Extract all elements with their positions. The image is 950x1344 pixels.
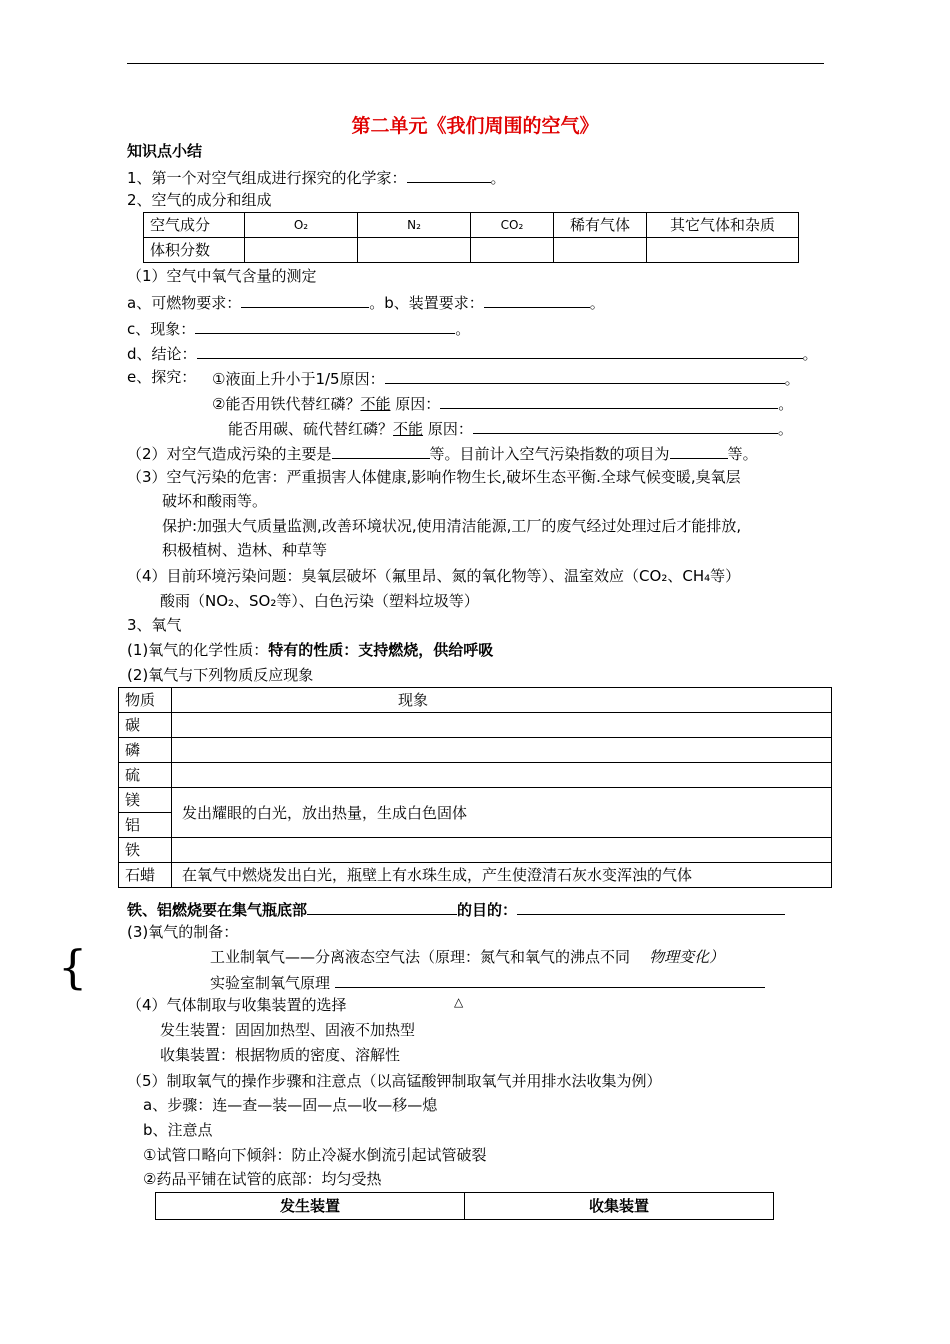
top-rule [127, 63, 824, 64]
s3-1-text: (1)氧气的化学性质： [127, 641, 269, 659]
p2 [127, 442, 758, 464]
reason-label: 原因： [427, 420, 473, 438]
reaction-table [118, 687, 832, 888]
section-3: 3、氧气 [127, 616, 182, 634]
answer-blank[interactable] [517, 898, 785, 915]
answer-blank[interactable] [473, 417, 778, 434]
fe-al-mid: 的目的： [457, 901, 518, 919]
answer-blank[interactable] [385, 367, 785, 384]
p3-line4: 积极植树、造林、种草等 [162, 541, 328, 559]
table-cell: 稀有气体 [554, 213, 647, 238]
industrial-method [210, 947, 724, 967]
note-2: ②药品平铺在试管的底部：均匀受热 [143, 1170, 382, 1188]
table-cell: CO₂ [471, 213, 554, 238]
lab-text: 实验室制氧气原理 [210, 974, 331, 992]
answer-no: 不能 [393, 420, 424, 438]
table-cell[interactable] [358, 238, 471, 263]
p1-e-label: e、探究： [127, 368, 197, 386]
triangle-icon: △ [454, 995, 464, 1009]
p1-e3 [228, 417, 793, 439]
answer-blank[interactable] [332, 442, 430, 459]
p3-line3: 保护:加强大气质量监测,改善环境状况,使用清洁能源,工厂的废气经过处理过后才能排放, [162, 517, 742, 535]
fe-al-text: 铁、铝燃烧要在集气瓶底部 [127, 901, 308, 919]
s3-3: (3)氧气的制备： [127, 923, 239, 941]
p2-text: （2）对空气造成污染的主要是 [127, 445, 332, 463]
page-title: 第二单元《我们周围的空气》 [351, 115, 599, 137]
table-cell: 镁 [119, 788, 172, 813]
p3-line2: 破坏和酸雨等。 [162, 492, 268, 510]
s3-1-bold: 特有的性质：支持燃烧，供给呼吸 [268, 641, 494, 659]
table-cell: 磷 [119, 738, 172, 763]
p4-line1: （4）目前环境污染问题：臭氧层破坏（氟里昂、氮的氧化物等）、温室效应（CO₂、CH₄等） [127, 567, 741, 585]
table-row [119, 838, 832, 863]
table-cell[interactable] [172, 763, 832, 788]
table-cell[interactable] [471, 238, 554, 263]
table-cell[interactable] [554, 238, 647, 263]
table-cell: 铁 [119, 838, 172, 863]
question-1-end: 。 [490, 169, 506, 187]
period: 。 [778, 395, 794, 413]
p1-e3-text: 能否用碳、硫代替红磷？ [228, 420, 394, 438]
table-cell[interactable] [245, 238, 358, 263]
p3-line1: （3）空气污染的危害：严重损害人体健康,影响作物生长,破坏生态平衡.全球气候变暖,臭氧层 [127, 468, 741, 486]
period: 。 [589, 294, 605, 312]
answer-no: 不能 [360, 395, 391, 413]
p1-c [127, 317, 470, 339]
question-1 [127, 166, 506, 188]
table-row [119, 738, 832, 763]
p1-d [127, 342, 818, 364]
steps: a、步骤：连—查—装—固—点—收—移—熄 [143, 1096, 438, 1114]
table-cell: 物质 [119, 688, 172, 713]
s3-1 [127, 640, 493, 660]
table-cell[interactable] [172, 713, 832, 738]
period: 。 [784, 370, 800, 388]
p2-end: 等。 [727, 445, 758, 463]
period: 。 [455, 320, 471, 338]
table-cell[interactable] [172, 838, 832, 863]
note-1: ①试管口略向下倾斜：防止冷凝水倒流引起试管破裂 [143, 1146, 487, 1164]
industrial-italic: 物理变化） [649, 948, 725, 966]
table-cell: 铝 [119, 813, 172, 838]
table-cell: 发出耀眼的白光，放出热量，生成白色固体 [172, 788, 832, 838]
brace-icon: { [58, 940, 88, 994]
composition-table [143, 212, 799, 263]
s3-2: (2)氧气与下列物质反应现象 [127, 666, 314, 684]
p1-c-label: c、现象： [127, 320, 196, 338]
period: 。 [802, 345, 818, 363]
p2-mid: 等。目前计入空气污染指数的项目为 [429, 445, 670, 463]
answer-blank[interactable] [307, 898, 457, 915]
p1-e1-text: ①液面上升小于1/5原因： [212, 370, 385, 388]
question-1-text: 1、第一个对空气组成进行探究的化学家： [127, 169, 407, 187]
answer-blank[interactable] [670, 442, 728, 459]
question-2: 2、空气的成分和组成 [127, 191, 272, 209]
answer-blank[interactable] [195, 317, 455, 334]
table-cell: 发生装置 [156, 1193, 465, 1220]
table-cell: O₂ [245, 213, 358, 238]
generator-device: 发生装置：固固加热型、固液不加热型 [160, 1021, 416, 1039]
answer-blank[interactable] [335, 971, 765, 988]
answer-blank[interactable] [484, 291, 590, 308]
table-row [144, 238, 799, 263]
p1-e2 [212, 392, 793, 414]
table-cell: N₂ [358, 213, 471, 238]
table-row [156, 1193, 774, 1220]
table-cell: 碳 [119, 713, 172, 738]
table-cell: 硫 [119, 763, 172, 788]
industrial-text: 工业制氧气——分离液态空气法（原理：氮气和氧气的沸点不同 [210, 948, 631, 966]
table-cell: 空气成分 [144, 213, 245, 238]
period: 。 [777, 420, 793, 438]
lab-method [210, 971, 765, 993]
answer-blank[interactable] [407, 166, 491, 183]
table-cell: 收集装置 [465, 1193, 774, 1220]
p1-a-label: a、可燃物要求： [127, 294, 242, 312]
p1-a [127, 291, 605, 313]
s3-4: （4）气体制取与收集装置的选择 [127, 996, 347, 1014]
p1-d-label: d、结论： [127, 345, 197, 363]
table-row [119, 863, 832, 888]
table-cell: 其它气体和杂质 [647, 213, 799, 238]
reason-label: 原因： [395, 395, 441, 413]
section-heading: 知识点小结 [127, 142, 203, 160]
answer-blank[interactable] [440, 392, 778, 409]
table-cell[interactable] [172, 738, 832, 763]
table-row [119, 788, 832, 813]
collector-device: 收集装置：根据物质的密度、溶解性 [160, 1046, 401, 1064]
p1-e2-text: ②能否用铁代替红磷？ [212, 395, 361, 413]
answer-blank[interactable] [241, 291, 369, 308]
table-cell: 在氧气中燃烧发出白光，瓶壁上有水珠生成，产生使澄清石灰水变浑浊的气体 [172, 863, 832, 888]
table-row [119, 763, 832, 788]
table-cell: 体积分数 [144, 238, 245, 263]
table-cell: 石蜡 [119, 863, 172, 888]
p1-e [127, 367, 196, 387]
table-row [119, 688, 832, 713]
p1-heading: （1）空气中氧气含量的测定 [127, 267, 317, 285]
answer-blank[interactable] [197, 342, 803, 359]
table-cell: 现象 [172, 688, 832, 713]
table-row [144, 213, 799, 238]
s3-5: （5）制取氧气的操作步骤和注意点（以高锰酸钾制取氧气并用排水法收集为例） [127, 1072, 662, 1090]
p1-e1 [212, 367, 800, 389]
p4-line2: 酸雨（NO₂、SO₂等）、白色污染（塑料垃圾等） [160, 592, 479, 610]
p1-b-label: 。b、装置要求： [369, 294, 484, 312]
table-cell[interactable] [647, 238, 799, 263]
device-table [155, 1192, 774, 1220]
notes-heading: b、注意点 [143, 1121, 213, 1139]
fe-al-note [127, 898, 785, 920]
table-row [119, 713, 832, 738]
